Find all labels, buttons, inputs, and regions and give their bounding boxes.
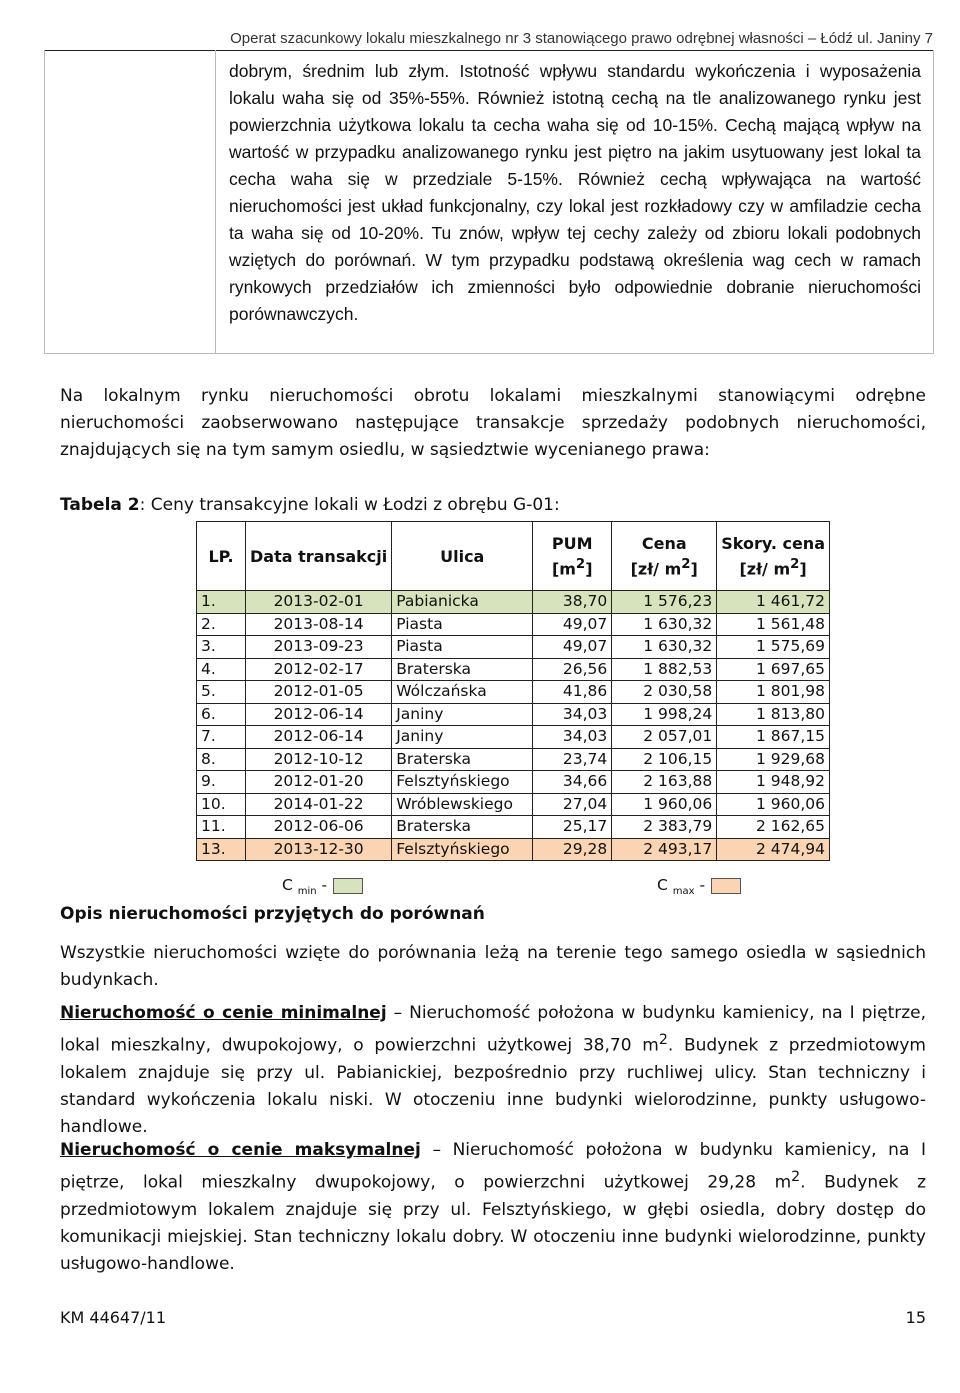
- cell-lp: 11.: [197, 816, 246, 839]
- cell-lp: 13.: [197, 838, 246, 861]
- adj-unit-close: ]: [799, 559, 807, 579]
- table-row: [197, 838, 830, 861]
- page-number: 15: [905, 1308, 926, 1327]
- adj-unit: [zł/ m: [739, 559, 791, 579]
- cell-lp: 1.: [197, 591, 246, 614]
- cell-date: 2013-02-01: [246, 591, 392, 614]
- caption-bold: Tabela 2: [60, 495, 140, 515]
- cell-lp: 2.: [197, 613, 246, 636]
- min-property-paragraph: [60, 1000, 926, 1141]
- legend-cmin: [282, 876, 363, 897]
- header-date: Data transakcji: [246, 522, 392, 591]
- cell-date: 2014-01-22: [246, 793, 392, 816]
- table-row: [197, 658, 830, 681]
- cell-price: 1 882,53: [612, 658, 717, 681]
- header-lp: LP.: [197, 522, 246, 591]
- cell-street: Piasta: [392, 636, 533, 659]
- section-paragraph-1: Wszystkie nieruchomości wzięte do porównania leżą na terenie tego samego osiedla w sąsiednich budynkach.: [60, 943, 926, 990]
- cell-adjusted-price: 1 561,48: [717, 613, 830, 636]
- header-adjusted-price: [717, 522, 830, 591]
- min-text-b: . Budynek z przedmiotowym lokalem znajduje się przy ul. Pabianickiej, bezpośrednio przy ruchliwej ulicy. Stan techniczny i standard wykończenia lokalu niski. W otoczeniu inne budynki wielorodzinne, punkty usługowo-handlowe.: [60, 1035, 926, 1137]
- cell-price: 1 998,24: [612, 703, 717, 726]
- cell-price: 1 960,06: [612, 793, 717, 816]
- cell-pum: 23,74: [533, 748, 612, 771]
- table-row: [197, 613, 830, 636]
- cell-street: Wróblewskiego: [392, 793, 533, 816]
- cell-adjusted-price: 1 461,72: [717, 591, 830, 614]
- price-unit-sup: 2: [681, 556, 691, 572]
- adj-label: Skory. cena: [721, 533, 825, 553]
- section-heading: Opis nieruchomości przyjętych do porównań: [60, 904, 485, 924]
- cell-lp: 6.: [197, 703, 246, 726]
- price-unit: [zł/ m: [630, 559, 682, 579]
- cmax-swatch: [711, 878, 741, 894]
- table-row: [197, 793, 830, 816]
- header-price: [612, 522, 717, 591]
- cell-lp: 3.: [197, 636, 246, 659]
- pum-unit-close: ]: [585, 559, 593, 579]
- cell-price: 2 106,15: [612, 748, 717, 771]
- max-text-a: – Nieruchomość położona w budynku kamienicy, na I piętrze, lokal mieszkalny dwupokojowy, o powierzchni użytkowej 29,28 m: [60, 1140, 927, 1193]
- cell-street: Felsztyńskiego: [392, 771, 533, 794]
- cell-pum: 29,28: [533, 838, 612, 861]
- cell-lp: 5.: [197, 681, 246, 704]
- cell-street: Janiny: [392, 703, 533, 726]
- cell-lp: 9.: [197, 771, 246, 794]
- cell-pum: 34,66: [533, 771, 612, 794]
- cell-date: 2012-06-06: [246, 816, 392, 839]
- cell-adjusted-price: 1 813,80: [717, 703, 830, 726]
- cell-date: 2013-09-23: [246, 636, 392, 659]
- cell-pum: 25,17: [533, 816, 612, 839]
- header-pum: [533, 522, 612, 591]
- cmin-c: C: [282, 876, 293, 894]
- cell-adjusted-price: 1 929,68: [717, 748, 830, 771]
- price-label: Cena: [641, 533, 687, 553]
- max-text-b: . Budynek z przedmiotowym lokalem znajduje się przy ul. Felsztyńskiego, w głębi osiedla, dobry dostęp do komunikacji miejskiej. Stan techniczny lokalu dobry. W otoczeniu inne budynki wielorodzinne, punkty usługowo-handlowe.: [60, 1172, 926, 1274]
- cell-street: Wólczańska: [392, 681, 533, 704]
- cell-lp: 4.: [197, 658, 246, 681]
- cell-adjusted-price: 2 162,65: [717, 816, 830, 839]
- table-row: [197, 703, 830, 726]
- cell-adjusted-price: 1 948,92: [717, 771, 830, 794]
- cell-price: 2 383,79: [612, 816, 717, 839]
- cell-date: 2012-01-05: [246, 681, 392, 704]
- text-frame: [44, 50, 934, 354]
- cell-street: Braterska: [392, 748, 533, 771]
- min-property-label: Nieruchomość o cenie minimalnej: [60, 1003, 387, 1023]
- pum-unit-sup: 2: [575, 556, 586, 572]
- min-sup: 2: [658, 1032, 668, 1048]
- cell-pum: 34,03: [533, 703, 612, 726]
- cmin-sub: min: [297, 886, 317, 898]
- header-street: Ulica: [392, 522, 533, 591]
- table-row: [197, 681, 830, 704]
- max-sup: 2: [791, 1169, 801, 1185]
- cell-price: 1 630,32: [612, 636, 717, 659]
- price-unit-close: ]: [690, 559, 698, 579]
- frame-column-divider: [215, 50, 216, 353]
- cell-adjusted-price: 1 697,65: [717, 658, 830, 681]
- cell-date: 2013-12-30: [246, 838, 392, 861]
- legend-cmax: [657, 876, 741, 897]
- table-row: [197, 726, 830, 749]
- cmax-c: C: [657, 876, 668, 894]
- table-row: [197, 771, 830, 794]
- cell-adjusted-price: 1 801,98: [717, 681, 830, 704]
- cell-price: 2 057,01: [612, 726, 717, 749]
- cell-price: 2 493,17: [612, 838, 717, 861]
- cell-street: Janiny: [392, 726, 533, 749]
- cell-adjusted-price: 1 960,06: [717, 793, 830, 816]
- cell-date: 2012-10-12: [246, 748, 392, 771]
- cmin-swatch: [333, 878, 363, 894]
- table-row: [197, 748, 830, 771]
- footer-ref: KM 44647/11: [60, 1308, 167, 1327]
- adj-unit-sup: 2: [790, 556, 800, 572]
- cell-price: 2 163,88: [612, 771, 717, 794]
- cell-pum: 41,86: [533, 681, 612, 704]
- cell-adjusted-price: 1 867,15: [717, 726, 830, 749]
- cell-adjusted-price: 2 474,94: [717, 838, 830, 861]
- cell-adjusted-price: 1 575,69: [717, 636, 830, 659]
- cell-pum: 49,07: [533, 636, 612, 659]
- cell-lp: 8.: [197, 748, 246, 771]
- cell-date: 2012-01-20: [246, 771, 392, 794]
- cmax-dash: -: [694, 876, 706, 894]
- cell-street: Felsztyńskiego: [392, 838, 533, 861]
- cell-street: Pabianicka: [392, 591, 533, 614]
- table-row: [197, 636, 830, 659]
- cell-street: Piasta: [392, 613, 533, 636]
- cell-pum: 27,04: [533, 793, 612, 816]
- cell-price: 2 030,58: [612, 681, 717, 704]
- page-footer: [60, 1308, 926, 1327]
- cell-price: 1 576,23: [612, 591, 717, 614]
- cell-price: 1 630,32: [612, 613, 717, 636]
- table-header-row: [197, 522, 830, 591]
- cell-pum: 49,07: [533, 613, 612, 636]
- table-row: [197, 816, 830, 839]
- cell-street: Braterska: [392, 658, 533, 681]
- cmin-dash: -: [316, 876, 328, 894]
- cell-street: Braterska: [392, 816, 533, 839]
- cell-pum: 26,56: [533, 658, 612, 681]
- cell-date: 2012-06-14: [246, 703, 392, 726]
- cell-pum: 38,70: [533, 591, 612, 614]
- cell-date: 2013-08-14: [246, 613, 392, 636]
- pum-unit: [m: [551, 559, 576, 579]
- max-property-label: Nieruchomość o cenie maksymalnej: [60, 1140, 421, 1160]
- max-property-paragraph: [60, 1137, 926, 1278]
- cell-pum: 34,03: [533, 726, 612, 749]
- cell-lp: 10.: [197, 793, 246, 816]
- page-header: Operat szacunkowy lokalu mieszkalnego nr 3 stanowiącego prawo odrębnej własności – Łódź ul. Janiny 7: [230, 30, 933, 47]
- min-text-a: – Nieruchomość położona w budynku kamienicy, na I piętrze, lokal mieszkalny, dwupokojowy, o powierzchni użytkowej 38,70 m: [60, 1003, 927, 1056]
- frame-paragraph: dobrym, średnim lub złym. Istotność wpływu standardu wykończenia i wyposażenia lokalu waha się od 35%-55%. Również istotną cechą na tle analizowanego rynku jest powierzchnia użytkowa lokalu ta cecha waha się od 10-15%. Cechą mającą wpływ na wartość w przypadku analizowanego rynku jest piętro na jakim usytuowany jest lokal ta cecha waha się w przedziale 5-15%. Również cechą wpływająca na wartość nieruchomości jest układ funkcjonalny, czy lokal jest rozkładowy czy w amfiladzie cecha ta waha się od 10-20%. Tu znów, wpływ tej cechy zależy od zbioru lokali podobnych wziętych do porównań. W tym przypadku podstawą określenia wag cech w ramach rynkowych przedziałów ich zmienności było odpowiednie dobranie nieruchomości porównawczych.: [229, 61, 921, 324]
- pum-label: PUM: [551, 533, 593, 553]
- transactions-table: [196, 521, 830, 861]
- cmax-sub: max: [672, 886, 695, 898]
- caption-rest: : Ceny transakcyjne lokali w Łodzi z obrębu G-01:: [139, 495, 560, 515]
- cell-date: 2012-06-14: [246, 726, 392, 749]
- table-caption: [60, 495, 560, 515]
- intro-paragraph: Na lokalnym rynku nieruchomości obrotu lokalami mieszkalnymi stanowiącymi odrębne nieruchomości zaobserwowano następujące transakcje sprzedaży podobnych nieruchomości, znajdujących się na tym samym osiedlu, w sąsiedztwie wycenianego prawa:: [60, 386, 926, 460]
- table-row: [197, 591, 830, 614]
- cell-lp: 7.: [197, 726, 246, 749]
- cell-date: 2012-02-17: [246, 658, 392, 681]
